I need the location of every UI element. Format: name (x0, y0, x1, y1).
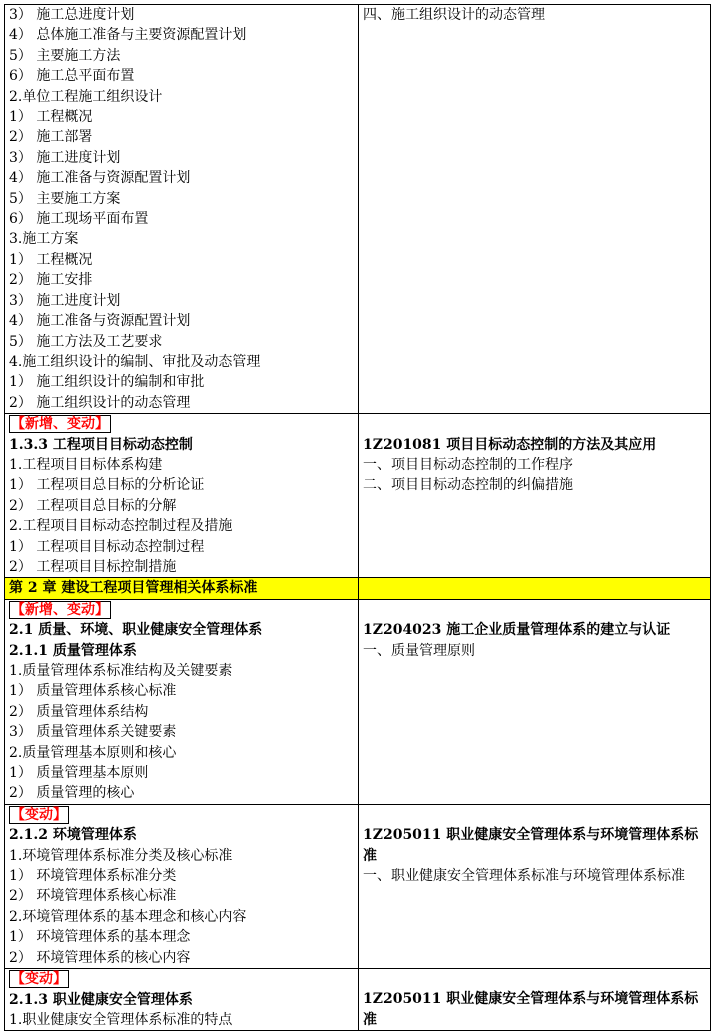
left-cell (5, 599, 359, 804)
list-item: 1） 环境管理体系标准分类 (9, 868, 177, 885)
list-item: 2） 施工组织设计的动态管理 (9, 394, 191, 411)
list-item: 6） 施工现场平面布置 (9, 211, 149, 228)
list-item: 1） 工程项目总目标的分析论证 (9, 477, 205, 494)
section-title: 1Z204023 施工企业质量管理体系的建立与认证 (363, 622, 671, 639)
subsection-title: 2.1.1 质量管理体系 (9, 642, 137, 659)
chapter-title: 第 2 章 建设工程项目管理相关体系标准 (5, 578, 359, 599)
list-item: 2） 质量管理体系结构 (9, 703, 149, 720)
left-cell (5, 804, 359, 968)
list-item: 2） 施工部署 (9, 129, 93, 146)
list-item: 2） 环境管理体系的核心内容 (9, 949, 191, 966)
list-item: 4.施工组织设计的编制、审批及动态管理 (9, 353, 261, 370)
list-item: 2） 工程项目目标控制措施 (9, 558, 177, 575)
left-cell (5, 5, 359, 414)
right-cell (359, 804, 711, 968)
list-item: 4） 总体施工准备与主要资源配置计划 (9, 27, 247, 44)
list-item: 3.施工方案 (9, 231, 79, 248)
left-cell (5, 414, 359, 578)
list-item: 1.质量管理体系标准结构及关键要素 (9, 663, 233, 679)
section-title: 1Z205011 职业健康安全管理体系与环境管理体系标准 (363, 991, 699, 1028)
list-item: 1） 工程概况 (9, 109, 93, 126)
list-item: 2） 质量管理的核心 (9, 785, 135, 802)
list-item: 2.单位工程施工组织设计 (9, 88, 163, 105)
list-item: 3） 质量管理体系关键要素 (9, 724, 177, 741)
list-item: 3） 施工总进度计划 (9, 7, 135, 23)
list-item: 5） 主要施工方案 (9, 190, 121, 207)
list-item: 2.工程项目目标动态控制过程及措施 (9, 518, 233, 535)
change-tag: 【新增、变动】 (11, 416, 109, 433)
right-cell (359, 414, 711, 578)
list-item: 3） 施工进度计划 (9, 292, 121, 309)
section-title: 1Z205011 职业健康安全管理体系与环境管理体系标准 (363, 827, 699, 864)
list-item: 1.职业健康安全管理体系标准的特点 (9, 1011, 233, 1028)
change-tag: 【新增、变动】 (11, 601, 109, 618)
section-title: 2.1.2 环境管理体系 (9, 827, 137, 844)
list-item: 3） 施工进度计划 (9, 149, 121, 166)
list-item: 4） 施工准备与资源配置计划 (9, 313, 191, 330)
list-item: 一、职业健康安全管理体系标准与环境管理体系标准 (363, 868, 685, 885)
list-item: 1） 质量管理体系核心标准 (9, 683, 177, 700)
table-row (5, 804, 711, 968)
list-item: 1） 环境管理体系的基本理念 (9, 929, 191, 946)
list-item: 1） 施工组织设计的编制和审批 (9, 374, 205, 391)
chapter-empty-cell (359, 578, 711, 599)
section-title: 2.1.3 职业健康安全管理体系 (9, 991, 193, 1008)
list-item: 1） 质量管理基本原则 (9, 765, 149, 782)
list-item: 一、项目目标动态控制的工作程序 (363, 456, 573, 473)
comparison-table (4, 4, 711, 1031)
list-item: 5） 主要施工方法 (9, 47, 121, 64)
list-item: 1.工程项目目标体系构建 (9, 456, 163, 473)
change-tag: 【变动】 (11, 806, 67, 823)
left-cell (5, 969, 359, 1031)
section-title: 1Z201081 项目目标动态控制的方法及其应用 (363, 436, 657, 453)
list-item: 二、项目目标动态控制的纠偏措施 (363, 477, 573, 494)
list-item: 2） 工程项目总目标的分解 (9, 497, 177, 514)
right-cell (359, 5, 711, 414)
list-item: 6） 施工总平面布置 (9, 68, 135, 85)
change-tag: 【变动】 (11, 971, 67, 988)
list-item: 1.环境管理体系标准分类及核心标准 (9, 847, 233, 864)
right-cell (359, 599, 711, 804)
list-item: 2） 环境管理体系核心标准 (9, 888, 177, 905)
table-row (5, 414, 711, 578)
table-row (5, 969, 711, 1031)
section-title: 1.3.3 工程项目目标动态控制 (9, 436, 193, 453)
list-item: 5） 施工方法及工艺要求 (9, 333, 163, 350)
list-item: 2） 施工安排 (9, 272, 93, 289)
right-cell (359, 969, 711, 1031)
section-title: 2.1 质量、环境、职业健康安全管理体系 (9, 622, 263, 639)
table-row (5, 599, 711, 804)
list-item: 1） 工程项目目标动态控制过程 (9, 538, 205, 555)
list-item: 一、质量管理原则 (363, 642, 475, 659)
list-item: 4） 施工准备与资源配置计划 (9, 170, 191, 187)
list-item: 四、施工组织设计的动态管理 (363, 7, 545, 23)
table-row (5, 5, 711, 414)
list-item: 2.环境管理体系的基本理念和核心内容 (9, 908, 247, 925)
list-item: 1） 工程概况 (9, 251, 93, 268)
list-item: 2.质量管理基本原则和核心 (9, 744, 177, 761)
chapter-row (5, 578, 711, 599)
